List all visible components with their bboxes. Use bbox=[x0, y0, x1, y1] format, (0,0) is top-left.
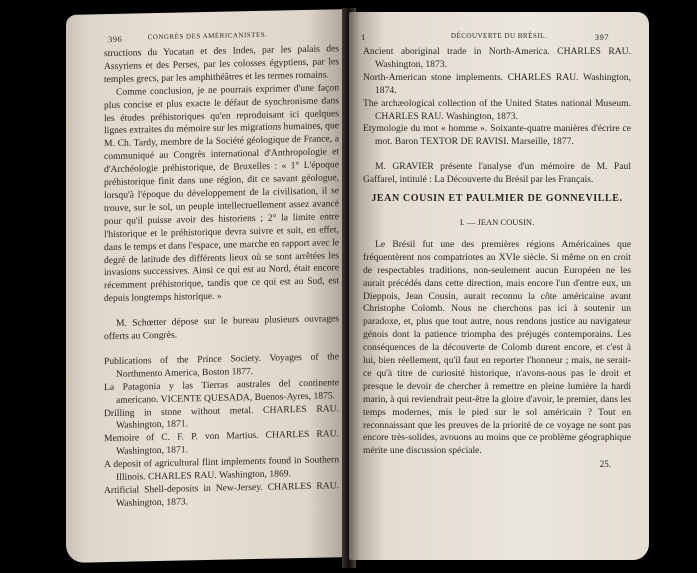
left-page-number: 396 bbox=[108, 33, 123, 45]
left-paragraph-1: structions du Yucatan et des Indes, par les palais des Assyriens et des Perses, par les colosses égyptiens, par les temples grecs, par les amphithéâtres et les termes romains. bbox=[104, 43, 339, 85]
left-running-head: CONGRÈS DES AMÉRICANISTES. bbox=[147, 30, 268, 42]
bibliography-entry: North-American stone implements. CHARLES RAU. Washington, 1874. bbox=[363, 71, 631, 96]
bibliography-entry: Artificial Shell-deposits in New-Jersey. CHARLES RAU. Washington, 1873. bbox=[104, 480, 339, 509]
left-running-header bbox=[66, 29, 349, 45]
gravier-intro: M. GRAVIER présente l'analyse d'un mémoire de M. Paul Gaffarel, intitulé : La Découverte du Brésil par les Français. bbox=[363, 161, 631, 186]
right-page-text bbox=[363, 46, 631, 471]
section-subheading: I. — JEAN COUSIN. bbox=[459, 216, 535, 227]
bibliography-entry: Drilling in stone without metal. CHARLES RAU. Washington, 1871. bbox=[104, 402, 339, 432]
bibliography-entry: La Patagonia y las Tierras australes del continente americano. VICENTE QUESADA, Buenos-Ayres, 1875. bbox=[104, 376, 339, 406]
right-running-head: DÉCOUVERTE DU BRÉSIL. bbox=[450, 32, 548, 40]
body-paragraph: Le Brésil fut une des premières régions Américaines que fréquentèrent nos compatriotes au XVIe siècle. Si même on en croit de respectables traditions, non-seulement aucun Européen ne les aurait précédés dans cette direction, mais encore l'un d'entre eux, un Dieppois, Jean Cousin, aurait reconnu la côte américaine avant Christophe Colomb. Nous ne cherchons pas ici à soutenir un paradoxe, et, plus que tout autre, nous rendons justice au navigateur génois dont la patience triompha des préjugés contemporains. Les conséquences de la découverte de Colomb durent encore, et c'est à lui, bien réellement, qu'il faut en reporter l'honneur ; mais, ne serait-ce qu'à titre de curiosité historique, n'avons-nous pas le droit et presque le devoir de chercher à remettre en pleine lumière la hardi marin, à qui reviendrait peut-être la gloire d'avoir, le premier, dans les temps modernes, mis le pied sur le sol américain ? Tout en reconnaissant que les preuves de la priorité de ce voyage ne sont pas encore très-solides, avouons au moins que ce problème géographique mérite une discussion spéciale. bbox=[363, 238, 631, 457]
left-page-text bbox=[104, 43, 339, 511]
bibliography-entry: Ancient aboriginal trade in North-America. CHARLES RAU. Washington, 1873. bbox=[363, 46, 631, 70]
section-heading: JEAN COUSIN ET PAULMIER DE GONNEVILLE. bbox=[371, 193, 623, 205]
bibliography-entry: Memoire of C. F. P. von Martius. CHARLES RAU. Washington, 1871. bbox=[104, 428, 339, 458]
right-page-number: 397 bbox=[594, 32, 609, 42]
left-paragraph-3: M. Schœtter dépose sur le bureau plusieurs ouvrages offerts au Congrès. bbox=[104, 313, 339, 343]
right-page bbox=[349, 12, 649, 560]
bibliography-entry: Publications of the Prince Society. Voyages of the Northmento America, Boston 1877. bbox=[104, 351, 339, 380]
margin-mark: 1 bbox=[361, 32, 366, 42]
left-paragraph-2: Comme conclusion, je ne pourrais exprimer d'une façon plus concise et plus exacte le défaut de synchronisme dans les études préhistoriques qu'en reproduisant ici quelques lignes extraites du mémoire sur les migrations humaines, que M. Ch. Tardy, membre de la Société géologique de France, a communiqué au Congrès international d'Anthropologie et d'Archéologie préhistorique, de Bruxelles : « 1° L'époque préhistorique finit dans une région, dit ce savant géologue, lorsqu'à l'époque du développement de la civilisation, il se trouve, sur le sol, un peuple intellectuellement assez avancé pour qu'il puisse avoir des historiens ; 2° la limite entre l'historique et le préhistorique devra suivre et suit, en effet, dans le temps et dans l'espace, une marche en rapport avec le degré de latitude des différents lieux où se sont arrêtées les invasions successives. Ainsi ce qui est au Nord, était encore récemment préhistorique, tandis que ce qui est au Sud, est depuis longtemps historique. » bbox=[104, 81, 339, 305]
left-page bbox=[66, 9, 349, 563]
signature-mark: 25. bbox=[599, 459, 611, 470]
bibliography-entry: A deposit of agricultural flint implements found in Southern Illinois. CHARLES RAU. Washington, 1869. bbox=[104, 454, 339, 484]
bibliography-entry: Etymologie du mot « homme ». Soixante-quatre manières d'écrire ce mot. Baron TEXTOR DE RAVISI. Marseille, 1877. bbox=[363, 123, 631, 148]
bibliography-entry: The archæological collection of the United States national Museum. CHARLES RAU. Washington, 1873. bbox=[363, 97, 631, 122]
